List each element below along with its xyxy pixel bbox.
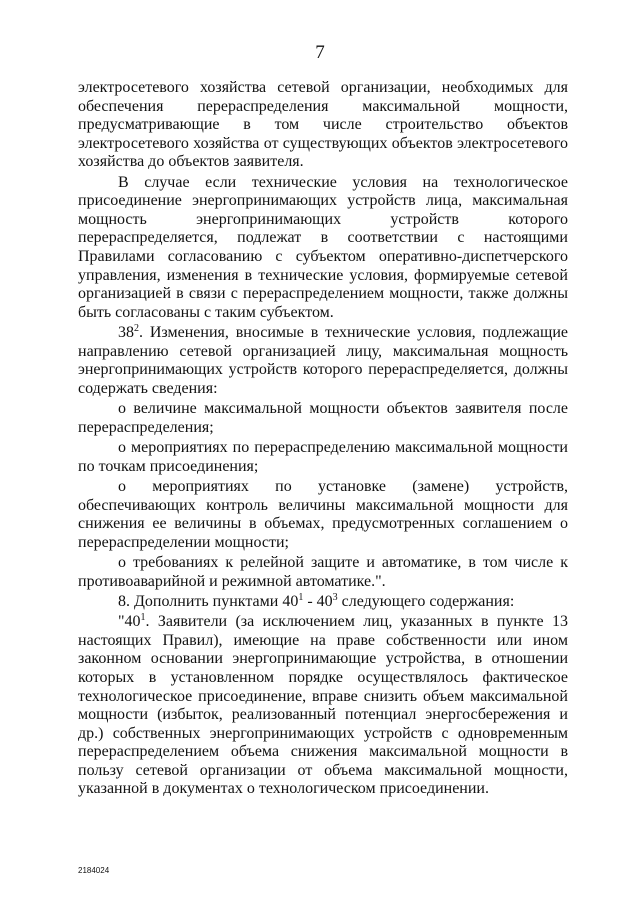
list-item-devices: о мероприятиях по установке (замене) устройств, обеспечивающих контроль величины максимальной мощности для снижения ее величины в объемах, предусмотренных соглашением о перераспределении мощности; (78, 477, 568, 551)
clause-40-text: . Заявители (за исключением лиц, указанных в пункте 13 настоящих Правил), имеющие на праве собственности или ином законном основании энергопринимающие устройства, в отношении которых в установленном порядке осуществлялось фактическое технологическое присоединение, вправе снизить объем максимальной мощности (избыток, реализованный потенциал энергосбережения и др.) собственных энергопринимающих устройств с одновременным перераспределением объема снижения максимальной мощности в пользу сетевой организации от объема максимальной мощности, указанной в документах о технологическом присоединении. (78, 613, 568, 798)
paragraph-item-8 (78, 593, 568, 612)
clause-40-number: "40 (118, 613, 141, 631)
clause-number: 38 (118, 324, 134, 342)
list-item-capacity: о величине максимальной мощности объектов заявителя после перераспределения; (78, 400, 568, 436)
item-8-text: следующего содержания: (337, 592, 515, 610)
item-8-superscript-1: 1 (298, 591, 304, 603)
paragraph-40-1 (78, 613, 568, 799)
clause-40-superscript: 1 (140, 612, 146, 624)
item-8-start: 8. Дополнить пунктами 40 (118, 592, 299, 610)
item-8-range: - 40 (303, 592, 333, 610)
document-code: 2184024 (78, 866, 110, 875)
item-8-superscript-3: 3 (332, 591, 338, 603)
document-body (78, 79, 568, 799)
clause-superscript: 2 (134, 323, 139, 335)
list-item-relay-protection: о требованиях к релейной защите и автоматике, в том числе к противоаварийной и режимной автоматике.". (78, 553, 568, 590)
list-item-redistribution: о мероприятиях по перераспределению максимальной мощности по точкам присоединения; (78, 439, 568, 475)
clause-text: . Изменения, вносимые в технические условия, подлежащие направлению сетевой организацией лицу, максимальная мощность энергопринимающих устройств которого перераспределяется, должны содержать сведения: (78, 324, 568, 397)
paragraph-38-2 (78, 324, 568, 398)
page-number: 7 (315, 42, 325, 63)
paragraph-technical-conditions: В случае если технические условия на технологическое присоединение энергопринимающих устройств лица, максимальная мощность энергопринимающих устройств которого перераспределяется, подлежат в соответствии с настоящими Правилами согласованию с субъектом оперативно-диспетчерского управления, изменения в технические условия, формируемые сетевой организацией в связи с перераспределением мощности, также должны быть согласованы с таким субъектом. (78, 173, 568, 321)
paragraph-continuation: электросетевого хозяйства сетевой организации, необходимых для обеспечения перераспределения максимальной мощности, предусматривающие в том числе строительство объектов электросетевого хозяйства от существующих объектов электросетевого хозяйства до объектов заявителя. (78, 79, 568, 171)
